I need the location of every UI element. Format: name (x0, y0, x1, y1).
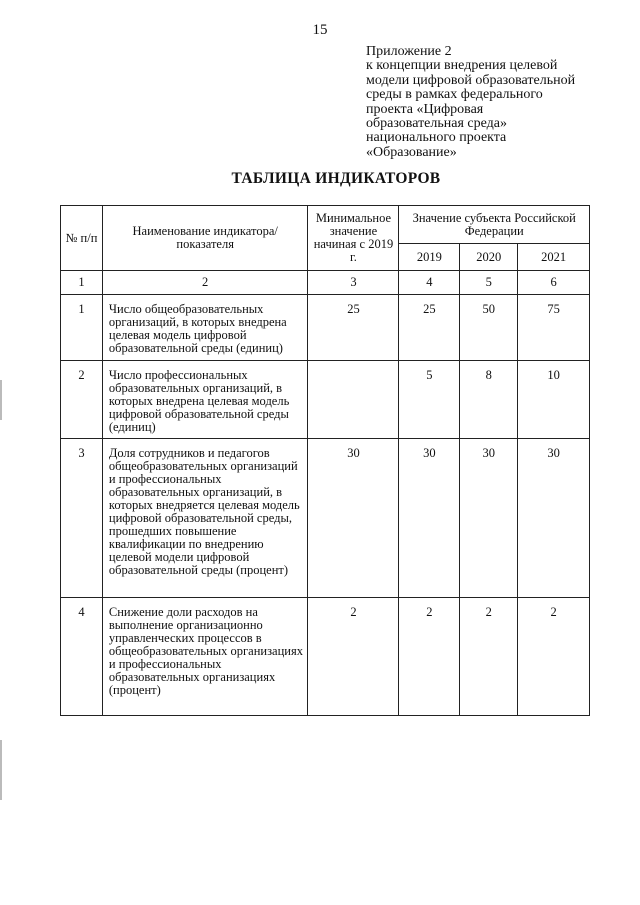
appendix-line: модели цифровой образовательной (366, 72, 576, 88)
value-2019: 5 (399, 361, 460, 439)
indicators-table (60, 205, 590, 716)
appendix-line: среды в рамках федерального (366, 87, 543, 103)
value-2020: 8 (460, 361, 518, 439)
value-2020: 50 (460, 295, 518, 361)
appendix-line: к концепции внедрения целевой (366, 58, 558, 74)
appendix-line: Приложение 2 (366, 44, 452, 59)
header-min: Минимальное значение начиная с 2019 г. (308, 206, 399, 271)
value-2019: 25 (399, 295, 460, 361)
appendix-line: проекта «Цифровая (366, 101, 484, 117)
index-cell: 5 (460, 271, 518, 295)
value-2021: 10 (518, 361, 590, 439)
value-2021: 75 (518, 295, 590, 361)
appendix-line: национального проекта (366, 130, 507, 146)
appendix-line: «Образование» (366, 144, 457, 160)
row-number: 1 (61, 295, 103, 361)
scan-edge-mark (0, 380, 2, 420)
row-number: 3 (61, 439, 103, 598)
index-cell: 6 (518, 271, 590, 295)
index-cell: 2 (102, 271, 308, 295)
page-number: 15 (312, 22, 328, 38)
index-cell: 3 (308, 271, 399, 295)
index-cell: 4 (399, 271, 460, 295)
value-2021: 30 (518, 439, 590, 598)
indicator-name: Число профессиональных образовательных организаций, в которых внедрена целевая модель цифровой образовательной среды (единиц) (102, 361, 308, 439)
min-value (308, 361, 399, 439)
table-row (61, 361, 590, 439)
value-2021: 2 (518, 598, 590, 716)
min-value: 2 (308, 598, 399, 716)
header-name: Наименование индикатора/показателя (102, 206, 308, 271)
table-title: ТАБЛИЦА ИНДИКАТОРОВ (231, 170, 441, 187)
min-value: 30 (308, 439, 399, 598)
header-year: 2019 (399, 244, 460, 271)
value-2019: 30 (399, 439, 460, 598)
value-2019: 2 (399, 598, 460, 716)
value-2020: 30 (460, 439, 518, 598)
header-num: № п/п (61, 206, 103, 271)
table-row (61, 295, 590, 361)
indicator-name: Доля сотрудников и педагогов общеобразовательных организаций и профессиональных образовательных организаций, в которых внедряется целевая модель цифровой образовательной среды, прошедших повышение квалификации по внедрению целевой модели цифровой образовательной среды (процент) (102, 439, 308, 598)
header-subject: Значение субъекта Российской Федерации (399, 206, 590, 244)
min-value: 25 (308, 295, 399, 361)
row-number: 2 (61, 361, 103, 439)
appendix-caption (366, 45, 616, 160)
header-year: 2021 (518, 244, 590, 271)
scan-edge-mark (0, 740, 2, 800)
value-2020: 2 (460, 598, 518, 716)
table-row (61, 598, 590, 716)
table-row (61, 439, 590, 598)
row-number: 4 (61, 598, 103, 716)
indicator-name: Снижение доли расходов на выполнение организационно управленческих процессов в общеобразовательных организациях и профессиональных образовательных организациях (процент) (102, 598, 308, 716)
header-year: 2020 (460, 244, 518, 271)
index-cell: 1 (61, 271, 103, 295)
indicator-name: Число общеобразовательных организаций, в которых внедрена целевая модель цифровой образовательной среды (единиц) (102, 295, 308, 361)
appendix-line: образовательная среда» (366, 116, 507, 132)
